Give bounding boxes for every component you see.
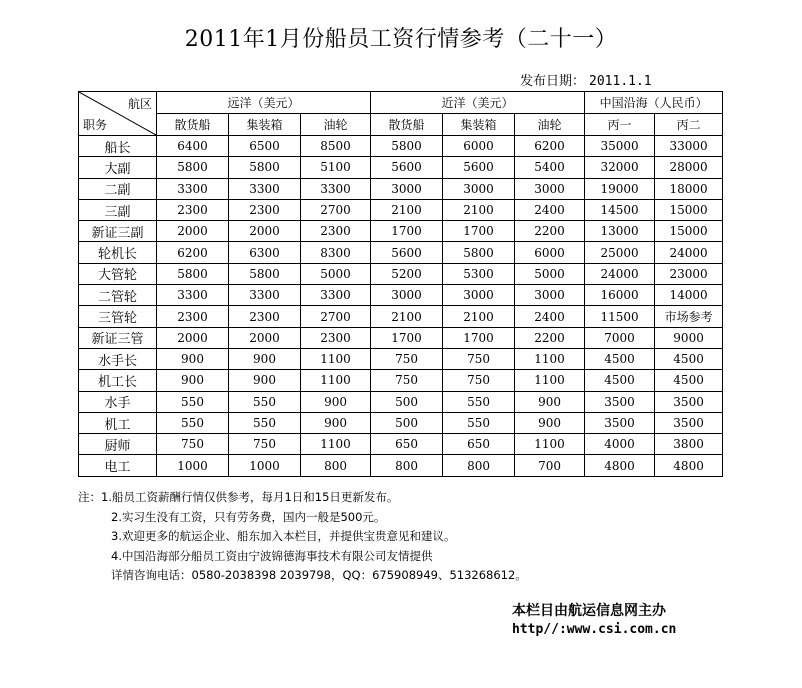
wage-cell: 23000 [655, 263, 723, 284]
wage-cell: 1100 [515, 348, 585, 369]
wage-cell: 500 [371, 412, 443, 433]
wage-cell: 650 [371, 434, 443, 455]
wage-cell: 1100 [301, 370, 371, 391]
row-role-cell: 三管轮 [79, 306, 157, 327]
wage-cell: 2300 [229, 199, 301, 220]
table-row [79, 242, 723, 263]
wage-table [78, 91, 723, 477]
table-row [79, 199, 723, 220]
wage-cell: 2300 [157, 306, 229, 327]
wage-cell: 1100 [515, 370, 585, 391]
wage-cell: 1700 [443, 221, 515, 242]
wage-cell: 3000 [515, 178, 585, 199]
row-role-cell: 大副 [79, 157, 157, 178]
wage-cell: 700 [515, 455, 585, 476]
table-row [79, 306, 723, 327]
subheader-cell: 油轮 [515, 114, 585, 136]
wage-cell: 4800 [655, 455, 723, 476]
subheader-cell: 丙二 [655, 114, 723, 136]
wage-cell: 5000 [515, 263, 585, 284]
wage-cell: 2300 [229, 306, 301, 327]
wage-cell: 3000 [443, 285, 515, 306]
table-row [79, 221, 723, 242]
wage-cell: 15000 [655, 199, 723, 220]
table-row [79, 391, 723, 412]
wage-cell: 4500 [585, 348, 655, 369]
wage-cell: 8300 [301, 242, 371, 263]
wage-cell: 8500 [301, 136, 371, 157]
wage-cell: 2400 [515, 306, 585, 327]
wage-cell: 4500 [655, 348, 723, 369]
notes-section [78, 488, 527, 586]
wage-cell: 2100 [371, 199, 443, 220]
subheader-cell: 集装箱 [229, 114, 301, 136]
row-role-cell: 新证三管 [79, 327, 157, 348]
page-title: 2011年1月份船员工资行情参考（二十一） [184, 27, 618, 52]
sponsor-text: 本栏目由航运信息网主办 [512, 603, 666, 619]
table-row [79, 136, 723, 157]
wage-cell: 550 [229, 391, 301, 412]
wage-cell: 35000 [585, 136, 655, 157]
wage-cell: 800 [301, 455, 371, 476]
row-role-cell: 二副 [79, 178, 157, 199]
row-role-cell: 轮机长 [79, 242, 157, 263]
table-row [79, 327, 723, 348]
wage-cell: 750 [443, 348, 515, 369]
corner-label-role: 职务 [83, 118, 108, 132]
table-row [79, 412, 723, 433]
wage-cell: 16000 [585, 285, 655, 306]
wage-cell: 500 [371, 391, 443, 412]
wage-cell: 750 [157, 434, 229, 455]
wage-cell: 750 [229, 434, 301, 455]
subheader-cell: 油轮 [301, 114, 371, 136]
row-role-cell: 水手长 [79, 348, 157, 369]
wage-cell: 6500 [229, 136, 301, 157]
wage-cell: 6300 [229, 242, 301, 263]
wage-cell: 4800 [585, 455, 655, 476]
note-line: 3.欢迎更多的航运企业、船东加入本栏目，并提供宝贵意见和建议。 [111, 529, 456, 543]
row-role-cell: 电工 [79, 455, 157, 476]
wage-cell: 2300 [157, 199, 229, 220]
wage-cell: 14500 [585, 199, 655, 220]
wage-cell: 900 [301, 391, 371, 412]
publish-date-value: 2011.1.1 [589, 74, 652, 89]
wage-cell: 2000 [157, 221, 229, 242]
wage-cell: 2200 [515, 221, 585, 242]
wage-cell: 5600 [371, 242, 443, 263]
wage-cell: 5800 [229, 157, 301, 178]
wage-cell: 900 [157, 348, 229, 369]
row-role-cell: 机工 [79, 412, 157, 433]
wage-cell: 25000 [585, 242, 655, 263]
wage-cell: 24000 [585, 263, 655, 284]
wage-cell: 5200 [371, 263, 443, 284]
wage-cell: 900 [157, 370, 229, 391]
wage-cell: 550 [157, 412, 229, 433]
wage-cell: 1700 [371, 327, 443, 348]
subheader-cell: 丙一 [585, 114, 655, 136]
wage-cell: 900 [515, 412, 585, 433]
row-role-cell: 船长 [79, 136, 157, 157]
wage-cell: 5000 [301, 263, 371, 284]
wage-cell: 5100 [301, 157, 371, 178]
wage-cell: 2700 [301, 199, 371, 220]
wage-cell: 3500 [655, 391, 723, 412]
wage-cell: 19000 [585, 178, 655, 199]
wage-cell: 9000 [655, 327, 723, 348]
table-row [79, 455, 723, 476]
wage-cell: 2000 [229, 221, 301, 242]
wage-cell: 750 [443, 370, 515, 391]
wage-cell: 5600 [443, 157, 515, 178]
wage-cell: 18000 [655, 178, 723, 199]
wage-cell: 2000 [229, 327, 301, 348]
wage-cell: 7000 [585, 327, 655, 348]
note-line: 2.实习生没有工资，只有劳务费，国内一般是500元。 [111, 509, 386, 524]
wage-cell: 3300 [229, 178, 301, 199]
wage-cell: 750 [371, 348, 443, 369]
wage-cell: 550 [443, 391, 515, 412]
subheader-cell: 散货船 [371, 114, 443, 136]
website-url: http//:www.csi.com.cn [512, 622, 677, 637]
wage-cell: 1000 [229, 455, 301, 476]
row-role-cell: 水手 [79, 391, 157, 412]
wage-cell: 15000 [655, 221, 723, 242]
wage-cell: 3300 [301, 285, 371, 306]
wage-cell: 550 [229, 412, 301, 433]
wage-cell: 5800 [229, 263, 301, 284]
row-role-cell: 厨师 [79, 434, 157, 455]
wage-cell: 5600 [371, 157, 443, 178]
row-role-cell: 三副 [79, 199, 157, 220]
wage-cell: 1100 [301, 434, 371, 455]
wage-cell: 550 [157, 391, 229, 412]
wage-cell: 6200 [157, 242, 229, 263]
wage-cell: 33000 [655, 136, 723, 157]
wage-cell: 1100 [515, 434, 585, 455]
wage-cell: 6400 [157, 136, 229, 157]
wage-cell: 5800 [443, 242, 515, 263]
group-header-coastal: 中国沿海（人民币） [585, 92, 723, 114]
wage-cell: 4000 [585, 434, 655, 455]
corner-label-area: 航区 [127, 97, 152, 111]
wage-cell: 800 [443, 455, 515, 476]
wage-cell: 4500 [655, 370, 723, 391]
wage-cell: 14000 [655, 285, 723, 306]
table-row [79, 157, 723, 178]
wage-cell: 900 [301, 412, 371, 433]
wage-cell: 2700 [301, 306, 371, 327]
table-row [79, 263, 723, 284]
table-row [79, 178, 723, 199]
group-header-ocean: 远洋（美元） [157, 92, 371, 114]
table-row [79, 285, 723, 306]
wage-cell: 1000 [157, 455, 229, 476]
publish-date [520, 70, 652, 89]
wage-cell: 750 [371, 370, 443, 391]
table-row [79, 370, 723, 391]
wage-cell: 5800 [157, 263, 229, 284]
wage-cell: 24000 [655, 242, 723, 263]
wage-cell: 900 [229, 348, 301, 369]
wage-cell: 13000 [585, 221, 655, 242]
group-header-near-sea: 近洋（美元） [371, 92, 585, 114]
wage-cell: 1100 [301, 348, 371, 369]
wage-cell: 2000 [157, 327, 229, 348]
row-role-cell: 新证三副 [79, 221, 157, 242]
wage-cell: 6000 [443, 136, 515, 157]
subheader-cell: 散货船 [157, 114, 229, 136]
wage-cell: 32000 [585, 157, 655, 178]
wage-cell: 1700 [371, 221, 443, 242]
wage-cell: 3500 [655, 412, 723, 433]
wage-cell: 6000 [515, 242, 585, 263]
row-role-cell: 二管轮 [79, 285, 157, 306]
wage-cell: 2200 [515, 327, 585, 348]
wage-cell: 3000 [443, 178, 515, 199]
wage-cell: 2300 [301, 221, 371, 242]
wage-cell: 4500 [585, 370, 655, 391]
wage-cell: 5300 [443, 263, 515, 284]
wage-cell: 6200 [515, 136, 585, 157]
wage-cell: 3000 [371, 178, 443, 199]
note-contact: 详情咨询电话：0580-2038398 2039798，QQ：675908949、513268612。 [111, 568, 527, 582]
wage-cell: 5800 [371, 136, 443, 157]
note-line: 4.中国沿海部分船员工资由宁波锦德海事技术有限公司友情提供 [111, 548, 433, 563]
wage-cell: 2100 [443, 306, 515, 327]
wage-cell: 900 [229, 370, 301, 391]
wage-cell: 3500 [585, 412, 655, 433]
wage-cell: 3000 [515, 285, 585, 306]
row-role-cell: 大管轮 [79, 263, 157, 284]
wage-cell: 3300 [157, 178, 229, 199]
table-row [79, 348, 723, 369]
wage-cell: 5400 [515, 157, 585, 178]
wage-cell: 2300 [301, 327, 371, 348]
row-role-cell: 机工长 [79, 370, 157, 391]
wage-cell: 28000 [655, 157, 723, 178]
table-corner-cell [79, 92, 157, 136]
note-line: 注：1.船员工资薪酬行情仅供参考，每月1日和15日更新发布。 [78, 490, 399, 504]
wage-cell: 3500 [585, 391, 655, 412]
wage-cell: 5800 [157, 157, 229, 178]
wage-cell: 650 [443, 434, 515, 455]
wage-cell: 3000 [371, 285, 443, 306]
subheader-cell: 集装箱 [443, 114, 515, 136]
wage-cell: 900 [515, 391, 585, 412]
wage-cell: 1700 [443, 327, 515, 348]
wage-cell: 2100 [371, 306, 443, 327]
wage-cell: 3300 [157, 285, 229, 306]
wage-cell: 2100 [443, 199, 515, 220]
wage-cell: 3800 [655, 434, 723, 455]
wage-cell: 3300 [229, 285, 301, 306]
wage-cell: 市场参考 [655, 306, 723, 327]
wage-cell: 11500 [585, 306, 655, 327]
publish-date-label: 发布日期： [520, 74, 586, 89]
wage-cell: 2400 [515, 199, 585, 220]
wage-cell: 800 [371, 455, 443, 476]
wage-cell: 550 [443, 412, 515, 433]
wage-cell: 3300 [301, 178, 371, 199]
table-row [79, 434, 723, 455]
